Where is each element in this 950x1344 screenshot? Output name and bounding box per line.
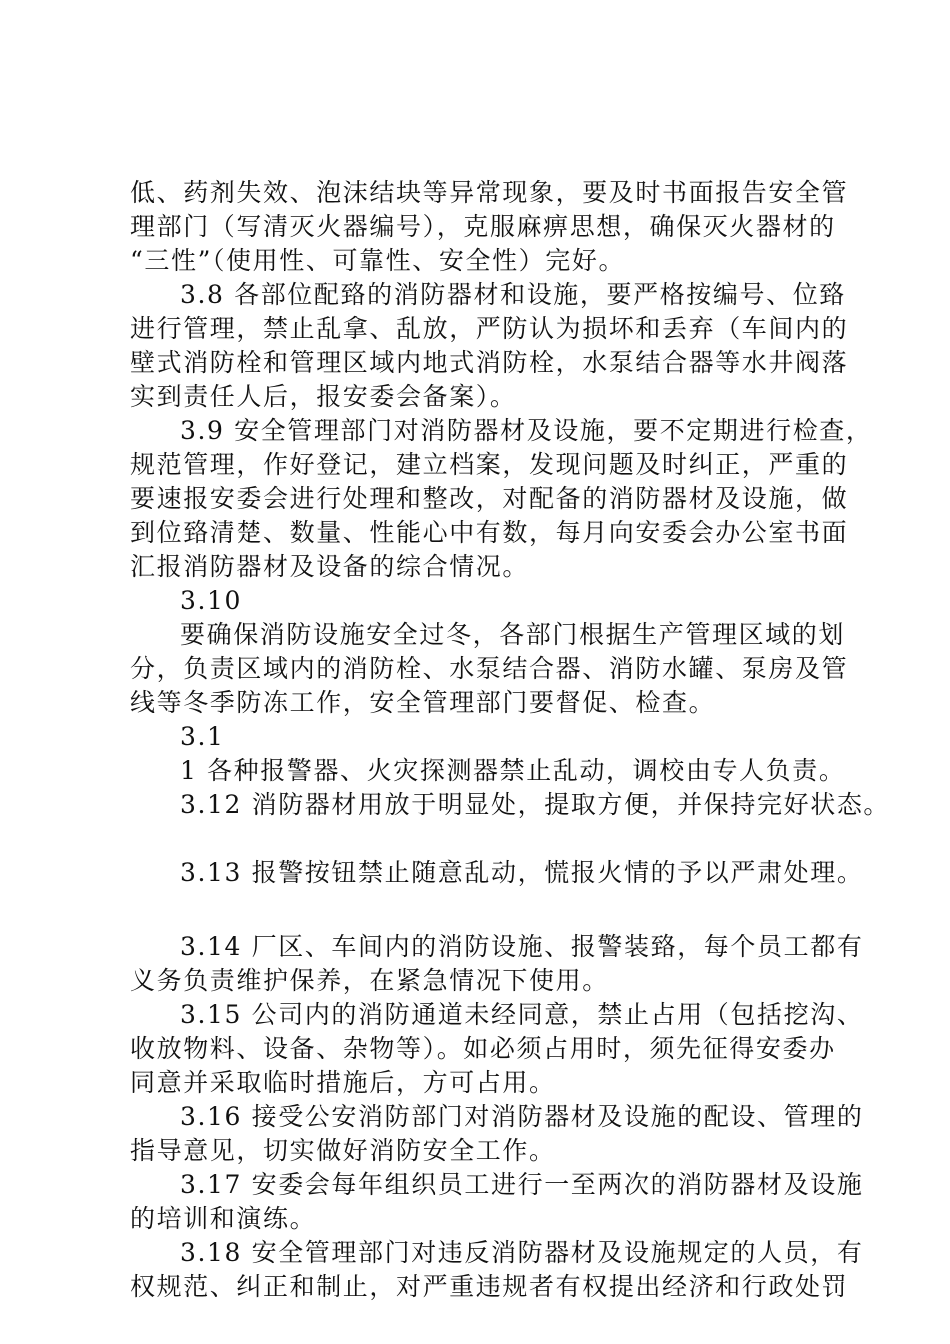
text-line: 3.13 报警按钮禁止随意乱动，慌报火情的予以严肃处理。 bbox=[180, 858, 864, 887]
text-line: 要确保消防设施安全过冬，各部门根据生产管理区域的划 bbox=[180, 620, 846, 649]
text-line: 权规范、纠正和制止，对严重违规者有权提出经济和行政处罚 bbox=[130, 1272, 849, 1301]
text-line: 线等冬季防冻工作，安全管理部门要督促、检查。 bbox=[130, 688, 716, 717]
text-line: 要速报安委会进行处理和整改，对配备的消防器材及设施，做 bbox=[130, 484, 849, 513]
text-line: 理部门（写清灭火器编号），克服麻痹思想，确保灭火器材的 bbox=[130, 212, 836, 241]
text-line: 1 各种报警器、火灾探测器禁止乱动，调校由专人负责。 bbox=[180, 756, 846, 785]
text-line: 汇报消防器材及设备的综合情况。 bbox=[130, 552, 530, 581]
text-line: 规范管理，作好登记，建立档案，发现问题及时纠正，严重的 bbox=[130, 450, 849, 479]
text-line: 3.9 安全管理部门对消防器材及设施，要不定期进行检查， bbox=[180, 416, 873, 445]
section-number: 3.1 bbox=[180, 722, 225, 751]
text-line: “三性”（使用性、可靠性、安全性）完好。 bbox=[130, 246, 626, 275]
text-line: 进行管理，禁止乱拿、乱放，严防认为损坏和丢弃（车间内的 bbox=[130, 314, 849, 343]
text-line: 3.16 接受公安消防部门对消防器材及设施的配设、管理的 bbox=[180, 1102, 864, 1131]
text-line: 壁式消防栓和管理区域内地式消防栓，水泵结合器等水井阀落 bbox=[130, 348, 849, 377]
text-line: 3.8 各部位配臵的消防器材和设施，要严格按编号、位臵 bbox=[180, 280, 846, 309]
text-line: 分，负责区域内的消防栓、水泵结合器、消防水罐、泵房及管 bbox=[130, 654, 849, 683]
text-line: 3.12 消防器材用放于明显处，提取方便，并保持完好状态。 bbox=[180, 790, 891, 819]
text-line: 3.15 公司内的消防通道未经同意，禁止占用（包括挖沟、 bbox=[180, 1000, 864, 1029]
text-line: 指导意见，切实做好消防安全工作。 bbox=[130, 1136, 556, 1165]
text-line: 收放物料、设备、杂物等）。如必须占用时，须先征得安委办 bbox=[130, 1034, 836, 1063]
text-line: 到位臵清楚、数量、性能心中有数，每月向安委会办公室书面 bbox=[130, 518, 849, 547]
text-line: 同意并采取临时措施后，方可占用。 bbox=[130, 1068, 556, 1097]
text-line: 实到责任人后，报安委会备案）。 bbox=[130, 382, 517, 411]
section-number: 3.10 bbox=[180, 586, 243, 615]
text-line: 的培训和演练。 bbox=[130, 1204, 317, 1233]
text-line: 低、药剂失效、泡沫结块等异常现象，要及时书面报告安全管 bbox=[130, 178, 849, 207]
text-line: 义务负责维护保养，在紧急情况下使用。 bbox=[130, 966, 609, 995]
text-line: 3.14 厂区、车间内的消防设施、报警装臵，每个员工都有 bbox=[180, 932, 864, 961]
text-line: 3.18 安全管理部门对违反消防器材及设施规定的人员，有 bbox=[180, 1238, 864, 1267]
text-line: 3.17 安委会每年组织员工进行一至两次的消防器材及设施 bbox=[180, 1170, 864, 1199]
